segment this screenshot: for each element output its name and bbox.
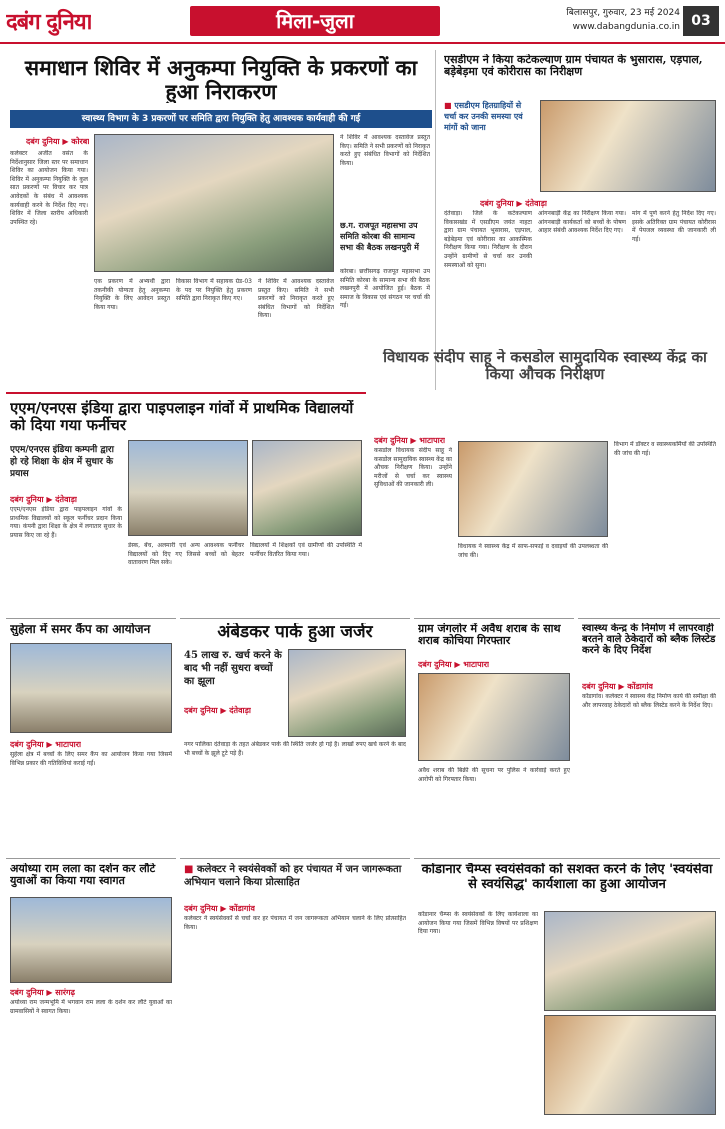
photo-workshop-session	[544, 1015, 716, 1115]
story-headline: कोंडानार चैम्प्स स्वयंसेवकों को सशक्त करने के लिए 'स्वयंसेवा से स्वयंसिद्ध' कार्यशाला का हुआ आयोजन	[421, 863, 713, 892]
story-deck: स्वास्थ्य विभाग के 3 प्रकरणों पर समिति द्वारा नियुक्ति हेतु आवश्यक कार्यवाही की गई	[10, 110, 432, 128]
story-column: मांग में पूर्ण करने हेतु निर्देश दिए गए। इसके अतिरिक्त ग्राम पंचायत कोरीरास में पेयजल व्यवस्था की जानकारी ली गई।	[632, 210, 716, 243]
story-volunteers-awareness	[180, 858, 410, 1124]
story-side-headline: एएम/एनएस इंडिया कम्पनी द्वारा हो रहे शिक्षा के क्षेत्र में सुधार के प्रयास	[10, 445, 114, 479]
website-link[interactable]: www.dabangdunia.co.in	[572, 22, 680, 32]
story-headline: एसडीएम ने किया कटेकल्याण ग्राम पंचायत के भुसारास, एड़पाल, बड़ेबेड़मा एवं कोरीरास का निरीक्षण	[444, 54, 703, 79]
story-headline: विधायक संदीप साहू ने कसडोल सामुदायिक स्वास्थ्य केंद्र का किया औचक निरीक्षण	[383, 349, 707, 383]
story-body: कोंडानार चैम्प्स के स्वयंसेवकों के लिए कार्यशाला का आयोजन किया गया जिसमें विभिन्न विषयों पर प्रशिक्षण दिया गया।	[418, 911, 538, 936]
story-column: विभाग में डॉक्टर व स्वास्थ्यकर्मियों की उपस्थिति की जांच की गई।	[614, 441, 716, 457]
story-byline: दबंग दुनिया ▶ दंतेवाड़ा	[480, 199, 547, 208]
story-headline: समाधान शिविर में अनुकम्पा नियुक्ति के प्रकरणों का हुआ निराकरण	[24, 56, 418, 104]
story-ambedkar-park	[180, 618, 410, 854]
page-number: 03	[683, 6, 719, 36]
story-mla-inspection	[370, 345, 720, 613]
story-body: अवैध शराब की बिक्री की सूचना पर पुलिस ने कार्रवाई करते हुए आरोपी को गिरफ्तार किया।	[418, 767, 570, 783]
story-byline: दबंग दुनिया ▶ सारंगढ़	[10, 988, 76, 997]
story-kondanar-workshop	[414, 858, 720, 1124]
photo-ayodhya-group	[10, 897, 172, 983]
story-blacklist-contractors	[578, 618, 720, 854]
story-column: विकास विभाग में सहायक ग्रेड-03 के पद पर नियुक्ति हेतु प्रकरण समिति द्वारा निराकृत किए गए।	[176, 278, 252, 303]
story-amns-furniture	[6, 392, 366, 614]
dateline	[520, 6, 680, 34]
story-headline: एएम/एनएस इंडिया द्वारा पाइपलाइन गांवों में प्राथमिक विद्यालयों को दिया गया फर्नीचर	[10, 400, 354, 434]
story-column: एएम/एनएस इंडिया द्वारा पाइपलाइन गांवों के प्राथमिक विद्यालयों को स्कूल फर्नीचर प्रदान किया गया। कंपनी द्वारा शिक्षा के क्षेत्र में लगातार सुधार के प्रयास किए जा रहे हैं।	[10, 506, 122, 539]
story-column: कलेक्टर अजीत वसंत के निर्देशानुसार जिला स्तर पर समाधान शिविर का आयोजन किया गया। शिविर में अनुकम्पा नियुक्ति के कुल सात प्रकरणों पर विचार कर पात्र आवेदकों के संबंध में आवश्यक कार्यवाही करने के निर्देश दिए गए। शिविर में जिला स्तरीय अधिकारी उपस्थित रहे।	[10, 150, 88, 226]
story-summer-camp	[6, 618, 176, 854]
story-column: ने शिविर में आवश्यक दस्तावेज प्रस्तुत किए। समिति ने सभी प्रकरणों को निराकृत करते हुए संबंधित विभागों को निर्देशित किया।	[258, 278, 334, 320]
photo-furniture	[252, 440, 362, 536]
story-column: डेस्क, बेंच, अलमारी एवं अन्य आवश्यक फर्नीचर विद्यालयों को दिए गए जिससे बच्चों को बेहतर वातावरण मिल सके।	[128, 542, 244, 567]
story-headline: ■ कलेक्टर ने स्वयंसेवकों को हर पंचायत में जन जागरूकता अभियान चलाने किया प्रोत्साहित	[184, 863, 406, 889]
newspaper-logo: दबंग दुनिया	[6, 9, 92, 35]
story-byline: दबंग दुनिया ▶ भाटापारा	[10, 740, 82, 749]
photo-mla-hospital	[458, 441, 608, 537]
photo-summer-camp	[10, 643, 172, 733]
story-subhead: 45 लाख रु. खर्च करने के बाद भी नहीं सुधरा बच्चों का झूला	[184, 650, 282, 687]
masthead	[0, 0, 725, 44]
photo-samadhan-shivir	[94, 134, 334, 272]
photo-workshop-group	[544, 911, 716, 1011]
story-byline: दबंग दुनिया ▶ दंतेवाड़ा	[10, 495, 77, 504]
photo-park	[288, 649, 406, 737]
story-column: कसडोल विधायक संदीप साहू ने कसडोल सामुदायिक स्वास्थ्य केंद्र का औचक निरीक्षण किया। उन्होंने मरीजों से चर्चा कर स्वास्थ्य सुविधाओं की जानकारी ली।	[374, 447, 452, 489]
story-body: कोंडागांव। कलेक्टर ने स्वास्थ्य केंद्र निर्माण कार्य की समीक्षा की और लापरवाह ठेकेदारों को ब्लैक लिस्टेड करने के निर्देश दिए।	[582, 693, 716, 709]
story-anukampa	[6, 50, 436, 390]
story-column: एक प्रकरण में अभ्यर्थी द्वारा तकनीकी योग्यता हेतु अनुकम्पा नियुक्ति के लिए आवेदन प्रस्तुत किया गया।	[94, 278, 170, 311]
story-headline: अंबेडकर पार्क हुआ जर्जर	[217, 623, 373, 642]
story-headline: ग्राम जंगलोर में अवैध शराब के साथ शराब कोचिया गिरफ्तार	[418, 623, 561, 648]
story-column: विद्यालयों में शिक्षकों एवं ग्रामीणों की उपस्थिति में फर्नीचर वितरित किया गया।	[250, 542, 362, 558]
story-column: ने शिविर में आवश्यक दस्तावेज प्रस्तुत किए। समिति ने सभी प्रकरणों को निराकृत करते हुए संबंधित विभागों को निर्देशित किया।	[340, 134, 430, 167]
story-body: नगर पालिका दंतेवाड़ा के तहत अंबेडकर पार्क की स्थिति जर्जर हो गई है। लाखों रुपए खर्च करने के बाद भी बच्चों के झूले टूटे पड़े हैं।	[184, 741, 406, 757]
photo-school-students	[128, 440, 248, 536]
story-column: आंगनबाड़ी केंद्र का निरीक्षण किया गया। आंगनबाड़ी कार्यकर्ता को बच्चों के पोषण आहार संबंधी आवश्यक निर्देश दिए गए।	[538, 210, 626, 235]
story-byline: दबंग दुनिया ▶ कोंडागांव	[582, 682, 653, 691]
story-headline: अयोध्या राम लला का दर्शन कर लौटे युवाओं का किया गया स्वागत	[10, 863, 156, 888]
story-ayodhya-return	[6, 858, 176, 1124]
story-subhead: छ.ग. राजपूत महासभा उप समिति कोरबा की सामान्य सभा की बैठक लखनपुरी में	[340, 220, 419, 252]
story-liquor-arrest	[414, 618, 574, 854]
story-byline: दबंग दुनिया ▶ भाटापारा	[418, 660, 490, 669]
story-column: कोरबा। छत्तीसगढ़ राजपूत महासभा उप समिति कोरबा के सामान्य सभा की बैठक लखनपुरी में आयोजित हुई। बैठक में समाज के विकास एवं संगठन पर चर्चा की गई।	[340, 268, 430, 310]
story-column: विधायक ने स्वास्थ्य केंद्र में साफ-सफाई व दवाइयों की उपलब्धता की जांच की।	[458, 543, 608, 559]
story-byline: दबंग दुनिया ▶ दंतेवाड़ा	[184, 706, 251, 715]
story-column: दंतेवाड़ा। जिले के कटेकल्याण विकासखंड में एसडीएम जयंत नाहटा द्वारा ग्राम पंचायत भुसारास, एड़पाल, बड़ेबेड़मा एवं कोरीरास का आकस्मिक निरीक्षण किया गया। निरीक्षण के दौरान उन्होंने ग्रामीणों से चर्चा कर उनकी समस्याओं को सुना।	[444, 210, 532, 269]
date-text: बिलासपुर, गुरुवार, 23 मई 2024	[566, 8, 680, 18]
story-body: अयोध्या राम जन्मभूमि में भगवान राम लला के दर्शन कर लौटे युवाओं का ग्रामवासियों ने स्वागत किया।	[10, 999, 172, 1015]
story-byline: दबंग दुनिया ▶ भाटापारा	[374, 436, 446, 445]
photo-sdm-visit	[540, 100, 716, 192]
story-body: कलेक्टर ने स्वयंसेवकों से चर्चा कर हर पंचायत में जन जागरूकता अभियान चलाने के लिए प्रोत्साहित किया।	[184, 915, 406, 931]
story-pullquote: ■ एसडीएम हितग्राहियों से चर्चा कर उनकी समस्या एवं मांगों को जाना	[444, 100, 536, 133]
story-body: सुहेला क्षेत्र में बच्चों के लिए समर कैंप का आयोजन किया गया जिसमें विभिन्न प्रकार की गतिविधियां कराई गईं।	[10, 751, 172, 767]
story-headline: सुहेला में समर कैंप का आयोजन	[10, 623, 151, 636]
section-title: मिला-जुला	[190, 6, 440, 36]
story-headline: स्वास्थ्य केन्द्र के निर्माण में लापरवाही बरतने वाले ठेकेदारों को ब्लैक लिस्टेड करने के दिए निर्देश	[582, 623, 716, 657]
story-sdm-inspection	[440, 50, 720, 340]
story-byline: दबंग दुनिया ▶ कोंडागांव	[184, 904, 255, 913]
story-byline: दबंग दुनिया ▶ कोरबा	[26, 137, 90, 146]
photo-police-arrest	[418, 673, 570, 761]
